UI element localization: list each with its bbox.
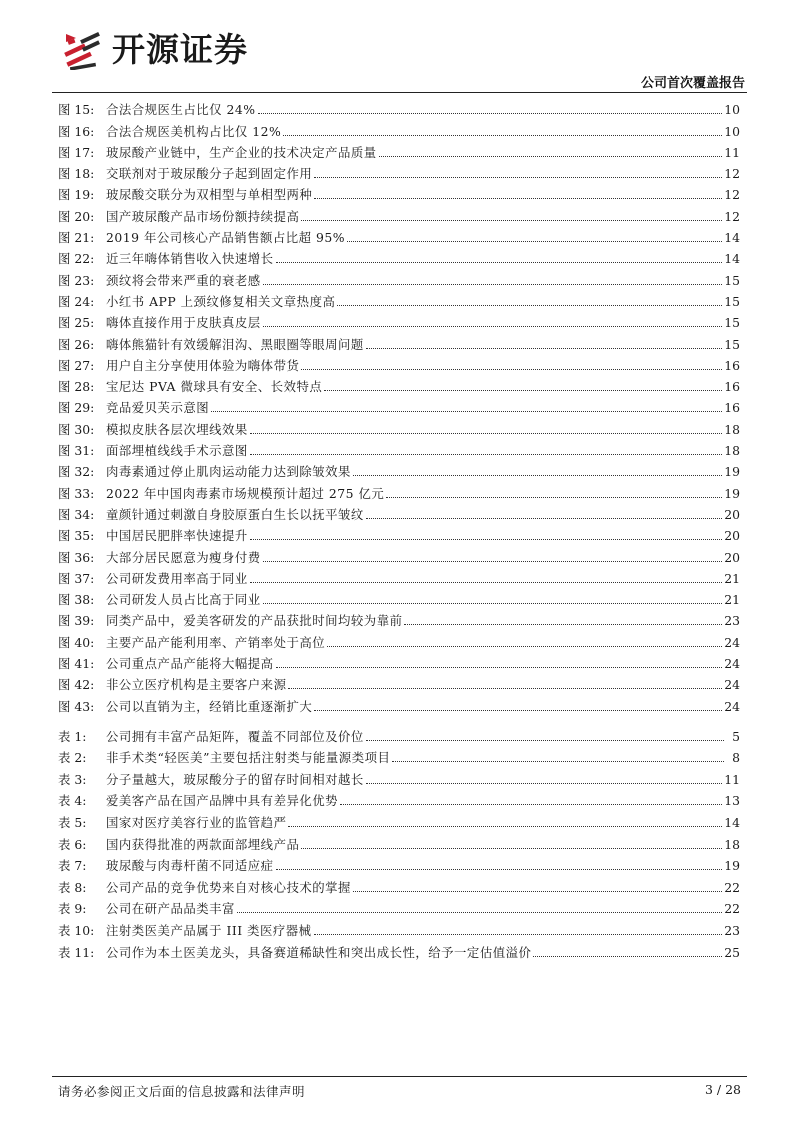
toc-entry-title: 公司研发人员占比高于同业 (106, 592, 261, 608)
toc-entry-title: 公司作为本土医美龙头，具备赛道稀缺性和突出成长性，给予一定估值溢价 (106, 944, 532, 960)
toc-dot-leader (366, 518, 722, 519)
toc-entry[interactable] (58, 353, 740, 374)
toc-entry-page: 10 (724, 102, 740, 118)
toc-entry-title: 交联剂对于玻尿酸分子起到固定作用 (106, 166, 313, 182)
toc-entry-page: 24 (724, 634, 740, 650)
toc-entry[interactable] (58, 788, 740, 810)
toc-entry[interactable] (58, 723, 740, 745)
toc-dot-leader (314, 198, 722, 199)
toc-entry-number: 图 16: (58, 123, 95, 139)
toc-entry-title: 国家对医疗美容行业的监管趋严 (106, 814, 287, 830)
toc-entry-title: 国内获得批准的两款面部埋线产品 (106, 836, 300, 852)
toc-entry-number: 图 38: (58, 592, 95, 608)
toc-entry-number: 图 25: (58, 315, 95, 331)
toc-entry-page: 24 (724, 677, 740, 693)
toc-entry[interactable] (58, 267, 740, 288)
toc-dot-leader (250, 539, 722, 540)
company-logo (62, 28, 248, 72)
toc-entry-number: 表 9: (58, 901, 87, 917)
toc-entry-page: 5 (732, 728, 740, 744)
toc-dot-leader (353, 475, 722, 476)
toc-dot-leader (276, 869, 723, 870)
toc-entry-page: 24 (724, 656, 740, 672)
toc-entry-title: 合法合规医美机构占比仅 12% (106, 123, 282, 139)
toc-entry-number: 表 11: (58, 944, 95, 960)
toc-entry-number: 表 6: (58, 836, 87, 852)
toc-dot-leader (237, 912, 722, 913)
toc-dot-leader (324, 390, 722, 391)
toc-entry-title: 玻尿酸与肉毒杆菌不同适应症 (106, 858, 274, 874)
toc-entry[interactable] (58, 766, 740, 788)
toc-entry[interactable] (58, 480, 740, 501)
toc-entry[interactable] (58, 289, 740, 310)
toc-entry[interactable] (58, 874, 740, 896)
toc-entry-number: 图 41: (58, 656, 95, 672)
toc-entry-page: 8 (732, 750, 740, 766)
toc-entry-page: 24 (724, 698, 740, 714)
toc-entry-title: 公司在研产品品类丰富 (106, 901, 235, 917)
toc-entry-page: 20 (724, 528, 740, 544)
toc-entry-page: 18 (724, 836, 740, 852)
toc-entry[interactable] (58, 502, 740, 523)
toc-entry-number: 图 15: (58, 102, 95, 118)
toc-entry-page: 13 (724, 793, 740, 809)
toc-entry[interactable] (58, 587, 740, 608)
toc-entry-page: 19 (724, 858, 740, 874)
toc-entry-page: 15 (724, 272, 740, 288)
toc-entry-number: 表 10: (58, 922, 95, 938)
toc-entry-title: 合法合规医生占比仅 24% (106, 102, 256, 118)
toc-entry-number: 图 32: (58, 464, 95, 480)
toc-entry-title: 分子量越大，玻尿酸分子的留存时间相对越长 (106, 771, 364, 787)
toc-entry[interactable] (58, 896, 740, 918)
toc-entry[interactable] (58, 651, 740, 672)
toc-dot-leader (340, 804, 722, 805)
toc-entry-number: 表 4: (58, 793, 87, 809)
toc-entry-page: 11 (724, 144, 740, 160)
toc-dot-leader (347, 241, 722, 242)
toc-entry[interactable] (58, 939, 740, 961)
toc-entry-number: 表 7: (58, 858, 87, 874)
toc-dot-leader (366, 348, 722, 349)
toc-entry-title: 爱美客产品在国产品牌中具有差异化优势 (106, 793, 339, 809)
toc-entry-number: 图 17: (58, 144, 95, 160)
toc-entry[interactable] (58, 629, 740, 650)
toc-entry-title: 中国居民肥胖率快速提升 (106, 528, 248, 544)
toc-entry-title: 同类产品中，爱美客研发的产品获批时间均较为靠前 (106, 613, 403, 629)
toc-entry-title: 公司重点产品产能将大幅提高 (106, 656, 274, 672)
toc-entry-page: 16 (724, 400, 740, 416)
toc-entry-number: 表 8: (58, 879, 87, 895)
toc-entry-page: 12 (724, 208, 740, 224)
toc-entry-number: 图 26: (58, 336, 95, 352)
toc-dot-leader (288, 688, 722, 689)
toc-entry-number: 图 35: (58, 528, 95, 544)
toc-dot-leader (211, 411, 722, 412)
toc-entry-page: 14 (724, 814, 740, 830)
toc-entry-title: 主要产品产能利用率、产销率处于高位 (106, 634, 326, 650)
footer-disclaimer: 请务必参阅正文后面的信息披露和法律声明 (58, 1084, 306, 1099)
toc-entry-number: 图 42: (58, 677, 95, 693)
toc-entry-title: 玻尿酸交联分为双相型与单相型两种 (106, 187, 313, 203)
toc-entry-number: 图 18: (58, 166, 95, 182)
footer-divider (52, 1076, 747, 1077)
toc-entry-title: 颈纹将会带来严重的衰老感 (106, 272, 261, 288)
toc-entry[interactable] (58, 374, 740, 395)
toc-entry[interactable] (58, 459, 740, 480)
toc-entry-title: 公司研发费用率高于同业 (106, 570, 248, 586)
toc-entry-page: 19 (724, 485, 740, 501)
toc-entry[interactable] (58, 395, 740, 416)
toc-entry-page: 21 (724, 592, 740, 608)
toc-dot-leader (250, 433, 722, 434)
toc-entry-page: 19 (724, 464, 740, 480)
toc-entry[interactable] (58, 118, 740, 139)
toc-entry-number: 图 22: (58, 251, 95, 267)
toc-dot-leader (314, 177, 722, 178)
toc-entry-page: 23 (724, 922, 740, 938)
toc-dot-leader (283, 135, 722, 136)
toc-entry-number: 图 24: (58, 293, 95, 309)
toc-entry-title: 公司以直销为主，经销比重逐渐扩大 (106, 698, 313, 714)
toc-entry-page: 22 (724, 901, 740, 917)
toc-entry[interactable] (58, 161, 740, 182)
toc-entry-page: 20 (724, 506, 740, 522)
toc-entry-number: 图 39: (58, 613, 95, 629)
toc-entry[interactable] (58, 97, 740, 118)
toc-entry-title: 2019 年公司核心产品销售额占比超 95% (106, 230, 346, 246)
toc-dot-leader (366, 740, 724, 741)
toc-entry-title: 宝尼达 PVA 微球具有安全、长效特点 (106, 379, 323, 395)
toc-entry-number: 表 5: (58, 814, 87, 830)
toc-entry-page: 25 (724, 944, 740, 960)
toc-dot-leader (288, 826, 722, 827)
toc-entry-page: 12 (724, 166, 740, 182)
toc-dot-leader (301, 369, 722, 370)
toc-entry-title: 童颜针通过刺激自身胶原蛋白生长以抚平皱纹 (106, 506, 364, 522)
header-divider (52, 92, 747, 93)
toc-entry-title: 公司拥有丰富产品矩阵，覆盖不同部位及价位 (106, 728, 364, 744)
toc-dot-leader (353, 891, 722, 892)
toc-entry-number: 图 20: (58, 208, 95, 224)
toc-entry-title: 玻尿酸产业链中，生产企业的技术决定产品质量 (106, 144, 377, 160)
toc-entry-page: 18 (724, 443, 740, 459)
toc-entry-number: 图 43: (58, 698, 95, 714)
toc-entry-page: 15 (724, 293, 740, 309)
toc-dot-leader (533, 956, 722, 957)
toc-dot-leader (250, 582, 722, 583)
toc-dot-leader (337, 305, 722, 306)
toc-entry-title: 注射类医美产品属于 III 类医疗器械 (106, 922, 312, 938)
toc-dot-leader (392, 761, 724, 762)
toc-entry[interactable] (58, 853, 740, 875)
toc-entry-number: 图 33: (58, 485, 95, 501)
toc-entry-number: 表 1: (58, 728, 87, 744)
toc-entry-title: 面部埋植线线手术示意图 (106, 443, 248, 459)
toc-entry-page: 16 (724, 379, 740, 395)
toc-dot-leader (301, 220, 722, 221)
toc-dot-leader (404, 624, 722, 625)
toc-entry-page: 20 (724, 549, 740, 565)
toc-entry[interactable] (58, 523, 740, 544)
toc-dot-leader (327, 646, 722, 647)
toc-entry-number: 图 21: (58, 230, 95, 246)
toc-entry-page: 15 (724, 336, 740, 352)
toc-entry-number: 图 29: (58, 400, 95, 416)
toc-entry-page: 12 (724, 187, 740, 203)
toc-entry[interactable] (58, 225, 740, 246)
toc-dot-leader (314, 710, 722, 711)
toc-dot-leader (263, 326, 723, 327)
toc-entry-page: 10 (724, 123, 740, 139)
toc-entry-title: 近三年嗨体销售收入快速增长 (106, 251, 274, 267)
toc-entry-title: 模拟皮肤各层次埋线效果 (106, 421, 248, 437)
toc-entry-number: 图 36: (58, 549, 95, 565)
toc-entry[interactable] (58, 203, 740, 224)
toc-entry-number: 表 2: (58, 750, 87, 766)
toc-entry-number: 表 3: (58, 771, 87, 787)
toc-entry[interactable] (58, 672, 740, 693)
toc-entry-title: 用户自主分享使用体验为嗨体带货 (106, 357, 300, 373)
toc-entry-number: 图 28: (58, 379, 95, 395)
toc-entry-number: 图 34: (58, 506, 95, 522)
toc-dot-leader (250, 454, 722, 455)
logo-text: 开源证券 (112, 30, 248, 69)
toc-entry-number: 图 27: (58, 357, 95, 373)
toc-dot-leader (258, 113, 723, 114)
page-indicator: 3 / 28 (704, 1082, 741, 1097)
toc-dot-leader (263, 603, 723, 604)
toc-entry-title: 竞品爱贝芙示意图 (106, 400, 210, 416)
toc-dot-leader (263, 284, 723, 285)
toc-entry-title: 非公立医疗机构是主要客户来源 (106, 677, 287, 693)
toc-entry[interactable] (58, 608, 740, 629)
toc-dot-leader (386, 497, 722, 498)
table-list (58, 723, 740, 961)
toc-entry[interactable] (58, 917, 740, 939)
toc-dot-leader (314, 934, 723, 935)
toc-entry-title: 非手术类“轻医美”主要包括注射类与能量源类项目 (106, 750, 391, 766)
toc-entry[interactable] (58, 182, 740, 203)
toc-entry[interactable] (58, 140, 740, 161)
report-type-label: 公司首次覆盖报告 (640, 76, 745, 91)
toc-entry[interactable] (58, 544, 740, 565)
toc-entry-page: 14 (724, 251, 740, 267)
toc-entry[interactable] (58, 693, 740, 714)
toc-entry-number: 图 31: (58, 443, 95, 459)
toc-entry-number: 图 40: (58, 634, 95, 650)
toc-dot-leader (276, 262, 723, 263)
toc-entry[interactable] (58, 246, 740, 267)
toc-entry-page: 15 (724, 315, 740, 331)
toc-entry-title: 国产玻尿酸产品市场份额持续提高 (106, 208, 300, 224)
toc-entry-number: 图 30: (58, 421, 95, 437)
toc-entry-title: 2022 年中国肉毒素市场规模预计超过 275 亿元 (106, 485, 385, 501)
toc-dot-leader (379, 156, 723, 157)
toc-entry[interactable] (58, 438, 740, 459)
toc-entry[interactable] (58, 566, 740, 587)
figure-list (58, 97, 740, 715)
toc-entry-page: 21 (724, 570, 740, 586)
toc-entry[interactable] (58, 331, 740, 352)
toc-entry-page: 11 (724, 771, 740, 787)
toc-entry-page: 18 (724, 421, 740, 437)
toc-entry-title: 肉毒素通过停止肌肉运动能力达到除皱效果 (106, 464, 351, 480)
toc-entry[interactable] (58, 831, 740, 853)
toc-entry-title: 大部分居民愿意为瘦身付费 (106, 549, 261, 565)
toc-dot-leader (263, 561, 723, 562)
toc-entry-page: 16 (724, 357, 740, 373)
toc-dot-leader (301, 848, 722, 849)
toc-entry-title: 小红书 APP 上颈纹修复相关文章热度高 (106, 293, 336, 309)
toc-entry-title: 嗨体熊猫针有效缓解泪沟、黑眼圈等眼周问题 (106, 336, 364, 352)
toc-entry-number: 图 37: (58, 570, 95, 586)
toc-dot-leader (366, 783, 722, 784)
toc-entry-title: 嗨体直接作用于皮肤真皮层 (106, 315, 261, 331)
toc-entry[interactable] (58, 310, 740, 331)
toc-entry-page: 14 (724, 230, 740, 246)
toc-entry-number: 图 19: (58, 187, 95, 203)
toc-entry-page: 22 (724, 879, 740, 895)
toc-dot-leader (276, 667, 723, 668)
toc-entry-number: 图 23: (58, 272, 95, 288)
logo-mark-icon (62, 30, 104, 70)
toc-entry-page: 23 (724, 613, 740, 629)
toc-entry[interactable] (58, 809, 740, 831)
toc-entry[interactable] (58, 416, 740, 437)
toc-entry[interactable] (58, 745, 740, 767)
toc-entry-title: 公司产品的竞争优势来自对核心技术的掌握 (106, 879, 351, 895)
